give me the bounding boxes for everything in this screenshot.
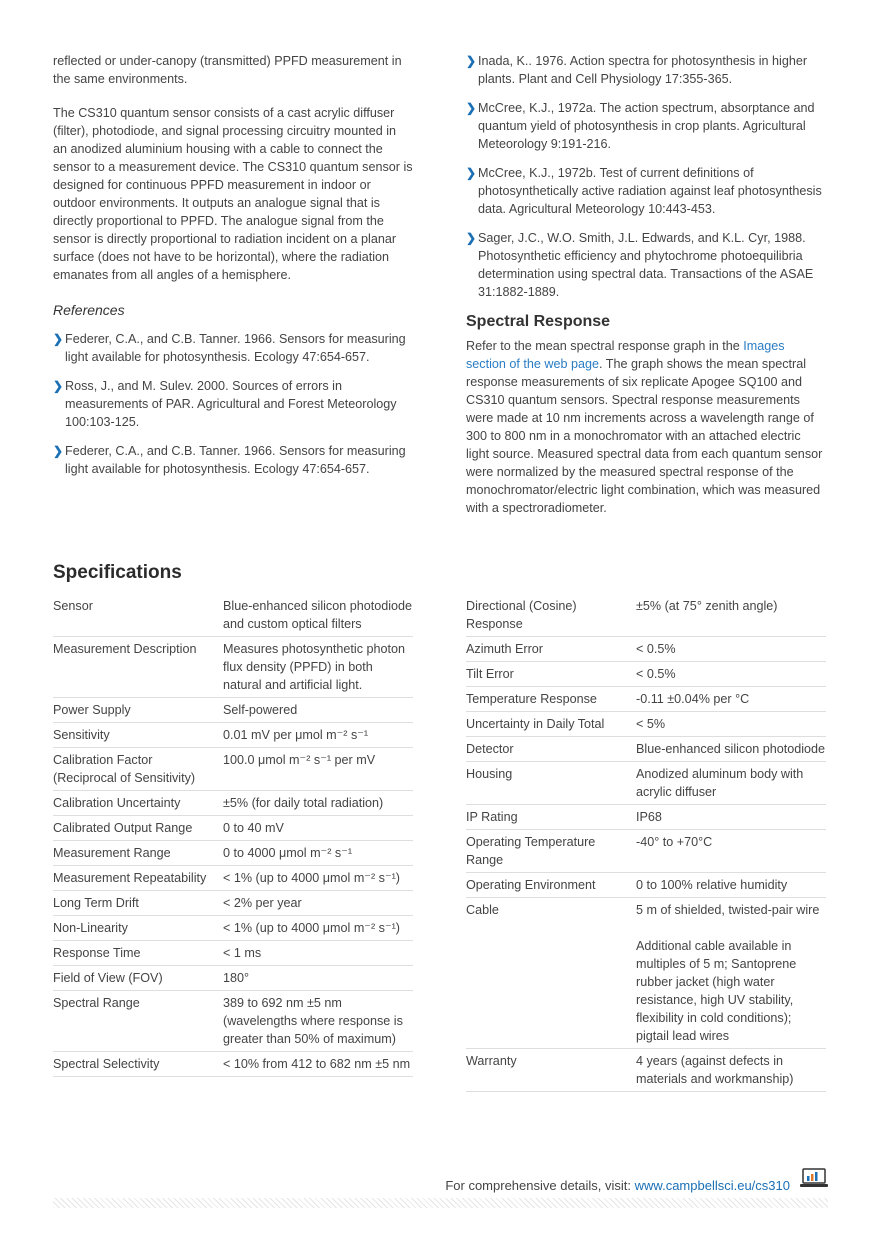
spec-value-text: 4 years (against defects in materials and workmanship) [636,1054,794,1086]
spec-label: Directional (Cosine) Response [466,599,577,631]
spec-label: Measurement Range [53,846,171,860]
spec-value [636,665,826,683]
spec-row [466,1049,826,1092]
specifications-title: Specifications [53,562,182,583]
chevron-right-icon: ❯ [466,101,477,115]
spec-value-text: 100.0 μmol m⁻² s⁻¹ per mV [223,753,376,767]
spec-row [466,762,826,805]
spec-label: Tilt Error [466,667,514,681]
footer-details: For comprehensive details, visit: www.campbellsci.eu/cs310 [445,1178,790,1193]
spec-value [223,869,413,887]
spec-value-text: < 1% (up to 4000 μmol m⁻² s⁻¹) [223,871,400,885]
spec-value [223,726,413,744]
spec-row [53,723,413,748]
spec-label: Spectral Selectivity [53,1057,160,1071]
spec-row [53,866,413,891]
spec-value [223,894,413,912]
spec-label: Response Time [53,946,141,960]
spec-value [223,751,413,787]
spectral-response-paragraph: Refer to the mean spectral response graph in the Images section of the web page. The graph shows the mean spectral response measurements of six replicate Apogee SQ100 and CS310 quantum sensors. Spectral response measurements were made at 10 nm increments across a wavelength range of 300 to 800 nm in a monochromator with an attached electric light source. Measured spectral data from each quantum sensor were normalized by the measured spectral response of the monochromator/electric light combination, which was measured with a spectroradiometer. [466,339,823,515]
spec-value-text: 5 m of shielded, twisted-pair wire [636,903,820,917]
spec-value-text: -40° to +70°C [636,835,713,849]
spec-row [53,891,413,916]
right-text-column [466,52,826,533]
spec-label: Field of View (FOV) [53,971,163,985]
spec-label: Warranty [466,1054,517,1068]
spec-label: Sensitivity [53,728,110,742]
spec-value-text: IP68 [636,810,662,824]
spec-value-text: 0.01 mV per μmol m⁻² s⁻¹ [223,728,369,742]
spec-value [636,901,826,1045]
spec-value-text: Measures photosynthetic photon flux density (PPFD) in both natural and artificial light. [223,642,406,692]
laptop-chart-icon [800,1166,828,1190]
spec-value-text: ±5% (at 75° zenith angle) [636,599,778,613]
spec-value-text: -0.11 ±0.04% per °C [636,692,750,706]
spec-value-text: < 0.5% [636,642,676,656]
reference-item: ❯ Sager, J.C., W.O. Smith, J.L. Edwards, and K.L. Cyr, 1988. Photosynthetic efficiency and phytochrome photoequilibria determination using spectral data. Transactions of the ASAE 31:1882-1889. [466,231,814,299]
spec-value-text: Blue-enhanced silicon photodiode [636,742,826,756]
reference-item: ❯ Federer, C.A., and C.B. Tanner. 1966. Sensors for measuring light available for photosynthesis. Ecology 47:654-657. [53,444,406,476]
spec-row [53,841,413,866]
spec-value-text: < 1 ms [223,946,262,960]
spec-row [466,873,826,898]
left-text-column [53,52,413,489]
spectral-response-heading: Spectral Response [466,313,611,330]
spec-label: Sensor [53,599,93,613]
spec-label: Temperature Response [466,692,597,706]
spec-value [223,794,413,812]
description-paragraph: The CS310 quantum sensor consists of a cast acrylic diffuser (filter), photodiode, and signal processing circuitry mounted in an anodized aluminium housing with a cable to connect the sensor to a measurement device. The CS310 quantum sensor is designed for continuous PPFD measurement in indoor or outdoor environments. It outputs an analogue signal that is directly proportional to PPFD. The analogue signal from the sensor is directly proportional to radiation incident on a planar surface (does not have to be horizontal), where the radiation emanates from all angles of a hemisphere. [53,106,413,282]
chevron-right-icon: ❯ [53,332,64,346]
spec-label: Detector [466,742,514,756]
spec-value [223,819,413,837]
spec-value [223,994,413,1048]
chevron-right-icon: ❯ [466,54,477,68]
chevron-right-icon: ❯ [466,231,477,245]
chevron-right-icon: ❯ [53,444,64,458]
spec-value [636,690,826,708]
spec-value-text: Blue-enhanced silicon photodiode and custom optical filters [223,599,413,631]
spec-row [53,1052,413,1077]
spec-label: IP Rating [466,810,518,824]
spec-row [466,805,826,830]
spec-value [223,640,413,694]
spec-label: Measurement Repeatability [53,871,207,885]
spec-value [636,640,826,658]
chevron-right-icon: ❯ [53,379,64,393]
spec-label: Measurement Description [53,642,197,656]
spec-value [223,701,413,719]
spec-label: Long Term Drift [53,896,139,910]
spec-label: Power Supply [53,703,131,717]
spec-value [636,740,826,758]
reference-item: ❯ McCree, K.J., 1972b. Test of current definitions of photosynthetically active radiation against leaf photosynthesis data. Agricultural Meteorology 10:443-453. [466,166,822,216]
spec-value-text: 389 to 692 nm ±5 nm (wavelengths where response is greater than 50% of maximum) [223,996,403,1046]
website-link[interactable]: www.campbellsci.eu/cs310 [634,1178,790,1193]
reference-item: ❯ Federer, C.A., and C.B. Tanner. 1966. Sensors for measuring light available for photosynthesis. Ecology 47:654-657. [53,332,406,364]
spec-value [223,969,413,987]
spec-value-text: Anodized aluminum body with acrylic diffuser [636,767,804,799]
spec-value-text: 180° [223,971,250,985]
spec-row [53,748,413,791]
spec-value-text: 0 to 4000 μmol m⁻² s⁻¹ [223,846,353,860]
spec-row [53,916,413,941]
spec-value [636,715,826,733]
spec-row [466,830,826,873]
spec-value-extra-text: Additional cable available in multiples of 5 m; Santoprene rubber jacket (high water resistance, high UV stability, flexibility in cold conditions); pigtail lead wires [636,939,797,1043]
spec-row [53,791,413,816]
spec-row [466,712,826,737]
spec-value-text: 0 to 40 mV [223,821,284,835]
spec-row [53,966,413,991]
spec-row [466,662,826,687]
spec-label: Non-Linearity [53,921,128,935]
spec-value [223,844,413,862]
spec-row [466,898,826,1049]
spec-label: Calibration Uncertainty [53,796,181,810]
spec-row [53,698,413,723]
specifications-right-table [466,594,826,1092]
spec-row [466,737,826,762]
spec-label: Operating Temperature Range [466,835,596,867]
spec-value-text: ±5% (for daily total radiation) [223,796,384,810]
reference-item: ❯ McCree, K.J., 1972a. The action spectrum, absorptance and quantum yield of photosynthesis in crop plants. Agricultural Meteorology 9:191-216. [466,101,815,151]
intro-paragraph: reflected or under-canopy (transmitted) PPFD measurement in the same environments. [53,54,402,86]
specifications-left-table [53,594,413,1077]
spec-value [223,919,413,937]
spec-value [636,1052,826,1088]
spec-label: Cable [466,903,499,917]
spec-value [223,1055,413,1073]
spec-value-text: < 2% per year [223,896,302,910]
spec-value [636,597,826,633]
spec-value [223,944,413,962]
spec-value-text: 0 to 100% relative humidity [636,878,788,892]
spec-value [636,808,826,826]
spec-value-text: < 1% (up to 4000 μmol m⁻² s⁻¹) [223,921,400,935]
spec-label: Spectral Range [53,996,140,1010]
spec-row [466,687,826,712]
spec-value [636,876,826,894]
spec-row [53,637,413,698]
images-section-link[interactable]: Images section of the web page [466,339,785,371]
spec-value-text: < 0.5% [636,667,676,681]
spec-value [636,833,826,869]
spec-row [53,594,413,637]
spec-label: Housing [466,767,513,781]
references-heading: References [53,302,125,318]
spec-label: Azimuth Error [466,642,543,656]
spec-label: Calibration Factor (Reciprocal of Sensitivity) [53,753,196,785]
spec-label: Uncertainty in Daily Total [466,717,605,731]
spec-label: Operating Environment [466,878,596,892]
spec-row [53,816,413,841]
spec-value [636,765,826,801]
chevron-right-icon: ❯ [466,166,477,180]
spec-value-text: < 5% [636,717,666,731]
spec-value-text: Self-powered [223,703,298,717]
spec-row [466,637,826,662]
spec-label: Calibrated Output Range [53,821,193,835]
spec-value-text: < 10% from 412 to 682 nm ±5 nm [223,1057,411,1071]
footer-hatch-divider [53,1198,828,1208]
spec-row [53,941,413,966]
spec-row [53,991,413,1052]
reference-item: ❯ Ross, J., and M. Sulev. 2000. Sources of errors in measurements of PAR. Agricultural and Forest Meteorology 100:103-125. [53,379,397,429]
reference-item: ❯ Inada, K.. 1976. Action spectra for photosynthesis in higher plants. Plant and Cell Physiology 17:355-365. [466,54,808,86]
spec-value [223,597,413,633]
spec-row [466,594,826,637]
